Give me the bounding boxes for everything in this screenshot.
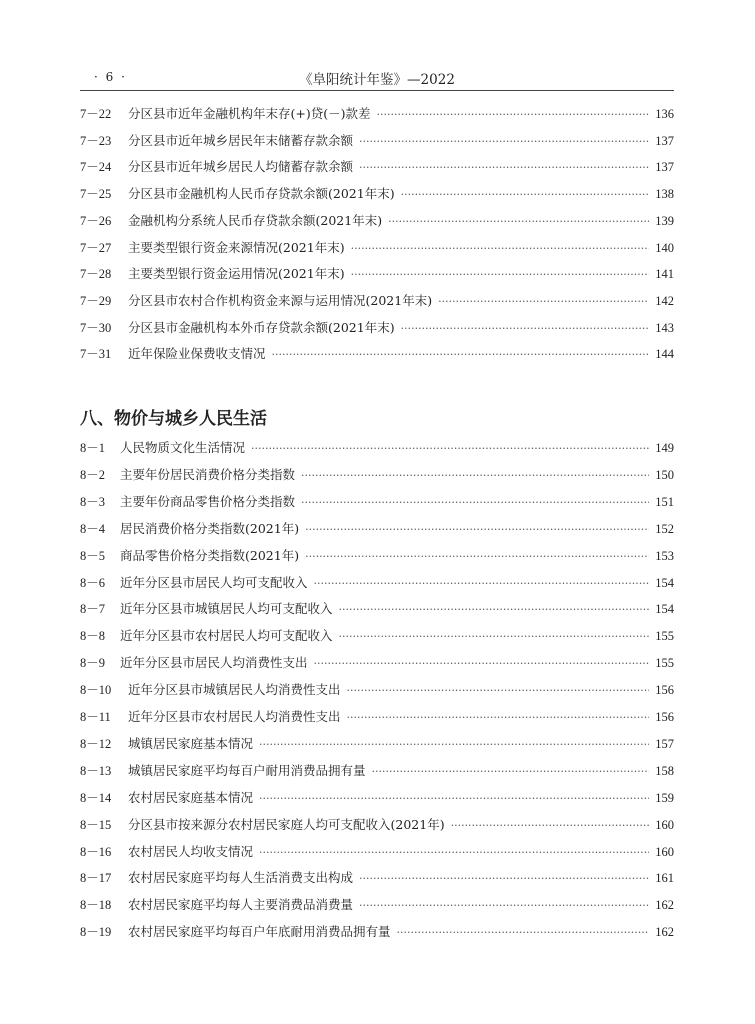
entry-number: 7－23 <box>80 133 112 148</box>
toc-entry[interactable] <box>80 519 674 539</box>
toc-entry[interactable] <box>80 104 674 124</box>
entry-number: 8－18 <box>80 898 112 913</box>
entry-page-number: 156 <box>655 683 674 698</box>
toc-entry[interactable] <box>80 761 674 781</box>
toc-entry[interactable] <box>80 211 674 231</box>
toc-entry[interactable] <box>80 573 674 593</box>
entry-title: 分区县市近年城乡居民年末储蓄存款余额 <box>128 132 354 148</box>
leader-dots <box>339 627 650 647</box>
toc-entry[interactable] <box>80 842 674 862</box>
entry-number: 7－22 <box>80 107 112 121</box>
entry-page-number: 160 <box>655 844 674 859</box>
entry-page-number: 161 <box>655 871 674 886</box>
entry-page-number: 155 <box>655 629 674 644</box>
entry-number: 8－2 <box>80 467 106 482</box>
entry-number: 8－13 <box>80 763 112 778</box>
leader-dots <box>351 239 650 259</box>
entry-title: 近年分区县市城镇居民人均消费性支出 <box>128 682 341 698</box>
entry-number: 7－28 <box>80 267 112 282</box>
entry-title: 主要类型银行资金运用情况(2021年末) <box>128 266 345 282</box>
toc-entry[interactable] <box>80 318 674 338</box>
leader-dots <box>359 158 649 178</box>
entry-page-number: 162 <box>655 898 674 913</box>
leader-dots <box>359 869 649 889</box>
entry-page-number: 143 <box>655 320 674 335</box>
entry-title: 人民物质文化生活情况 <box>120 440 246 455</box>
page-header <box>80 66 674 91</box>
leader-dots <box>259 789 649 809</box>
entry-number: 8－7 <box>80 602 106 617</box>
entry-page-number: 137 <box>655 133 674 148</box>
leader-dots <box>272 345 650 365</box>
entry-page-number: 139 <box>655 213 674 228</box>
entry-page-number: 151 <box>655 494 674 509</box>
entry-page-number: 162 <box>655 925 674 940</box>
entry-number: 8－1 <box>80 441 106 455</box>
toc-entry[interactable] <box>80 238 674 258</box>
leader-dots <box>301 493 649 513</box>
entry-title: 主要年份商品零售价格分类指数 <box>120 493 296 509</box>
entry-title: 城镇居民家庭平均每百户耐用消费品拥有量 <box>128 762 366 778</box>
entry-page-number: 144 <box>655 347 674 362</box>
leader-dots <box>301 466 649 486</box>
leader-dots <box>314 654 650 674</box>
toc-entry[interactable] <box>80 788 674 808</box>
leader-dots <box>259 735 649 755</box>
toc-entry[interactable] <box>80 895 674 915</box>
entry-number: 8－11 <box>80 710 111 724</box>
entry-title: 近年分区县市城镇居民人均可支配收入 <box>120 601 333 617</box>
leader-dots <box>351 265 650 285</box>
entry-number: 8－14 <box>80 790 112 805</box>
entry-title: 金融机构分系统人民币存贷款余额(2021年末) <box>128 212 383 228</box>
entry-page-number: 153 <box>655 548 674 563</box>
leader-dots <box>388 212 649 232</box>
entry-number: 7－24 <box>80 160 112 175</box>
entry-title: 分区县市农村合作机构资金来源与运用情况(2021年末) <box>128 292 433 308</box>
entry-number: 8－5 <box>80 548 106 563</box>
leader-dots <box>397 923 650 943</box>
entry-title: 近年分区县市农村居民人均消费性支出 <box>128 709 341 724</box>
entry-title: 近年分区县市居民人均消费性支出 <box>120 655 308 671</box>
section-heading: 八、物价与城乡人民生活 <box>80 409 267 429</box>
toc-entry[interactable] <box>80 438 674 458</box>
entry-title: 农村居民家庭平均每人主要消费品消费量 <box>128 897 354 913</box>
entry-title: 居民消费价格分类指数(2021年) <box>120 520 300 536</box>
entry-title: 农村居民人均收支情况 <box>128 843 254 859</box>
leader-dots <box>347 708 650 728</box>
toc-entry[interactable] <box>80 868 674 888</box>
toc-entry[interactable] <box>80 922 674 942</box>
leader-dots <box>401 319 650 339</box>
entry-number: 8－3 <box>80 494 106 509</box>
entry-page-number: 142 <box>655 293 674 308</box>
toc-entry[interactable] <box>80 184 674 204</box>
entry-title: 分区县市按来源分农村居民家庭人均可支配收入(2021年) <box>128 816 445 832</box>
entry-page-number: 159 <box>655 790 674 805</box>
leader-dots <box>305 547 649 567</box>
entry-number: 8－8 <box>80 629 106 644</box>
entry-page-number: 141 <box>655 267 674 282</box>
entry-page-number: 137 <box>655 160 674 175</box>
toc-entry[interactable] <box>80 546 674 566</box>
toc-entry[interactable] <box>80 815 674 835</box>
leader-dots <box>451 816 650 836</box>
entry-number: 7－25 <box>80 187 112 202</box>
leader-dots <box>438 292 649 312</box>
entry-title: 近年分区县市居民人均可支配收入 <box>120 574 308 590</box>
entry-number: 8－10 <box>80 683 112 698</box>
entry-title: 商品零售价格分类指数(2021年) <box>120 547 300 563</box>
entry-title: 近年分区县市农村居民人均可支配收入 <box>120 628 333 644</box>
entry-page-number: 152 <box>655 521 674 536</box>
leader-dots <box>372 762 650 782</box>
entry-title: 分区县市近年城乡居民人均储蓄存款余额 <box>128 159 354 175</box>
leader-dots <box>401 185 650 205</box>
leader-dots <box>347 681 650 701</box>
leader-dots <box>305 520 649 540</box>
entry-page-number: 160 <box>655 817 674 832</box>
book-title: 《阜阳统计年鉴》—2022 <box>299 72 455 88</box>
entry-title: 近年保险业保费收支情况 <box>128 346 266 362</box>
toc-entry[interactable] <box>80 465 674 485</box>
entry-number: 8－9 <box>80 656 106 671</box>
leader-dots <box>251 439 649 459</box>
entry-page-number: 157 <box>655 736 674 751</box>
entry-page-number: 149 <box>655 441 674 455</box>
entry-page-number: 150 <box>655 467 674 482</box>
entry-page-number: 154 <box>655 602 674 617</box>
toc-entry[interactable] <box>80 492 674 512</box>
entry-title: 农村居民家庭平均每人生活消费支出构成 <box>128 870 354 886</box>
entry-number: 7－27 <box>80 240 112 255</box>
toc-entry[interactable] <box>80 264 674 284</box>
entry-title: 城镇居民家庭基本情况 <box>128 735 254 751</box>
entry-page-number: 156 <box>655 710 674 724</box>
entry-page-number: 138 <box>655 187 674 202</box>
toc-entry[interactable] <box>80 653 674 673</box>
entry-title: 主要年份居民消费价格分类指数 <box>120 466 296 482</box>
entry-page-number: 155 <box>655 656 674 671</box>
toc-entry[interactable] <box>80 344 674 364</box>
leader-dots <box>314 574 650 594</box>
toc-entry[interactable] <box>80 707 674 727</box>
entry-page-number: 158 <box>655 763 674 778</box>
entry-number: 7－29 <box>80 293 112 308</box>
leader-dots <box>259 843 649 863</box>
entry-number: 8－17 <box>80 871 112 886</box>
entry-number: 8－6 <box>80 575 106 590</box>
toc-entry[interactable] <box>80 291 674 311</box>
entry-title: 分区县市金融机构人民币存贷款余额(2021年末) <box>128 186 395 202</box>
toc-entry[interactable] <box>80 599 674 619</box>
entry-number: 8－19 <box>80 925 112 940</box>
entry-number: 8－16 <box>80 844 112 859</box>
toc-entry[interactable] <box>80 157 674 177</box>
leader-dots <box>376 105 649 125</box>
toc-entry[interactable] <box>80 626 674 646</box>
entry-page-number: 154 <box>655 575 674 590</box>
entry-page-number: 136 <box>655 107 674 121</box>
entry-title: 主要类型银行资金来源情况(2021年末) <box>128 239 345 255</box>
entry-title: 农村居民家庭平均每百户年底耐用消费品拥有量 <box>128 924 391 940</box>
entry-page-number: 140 <box>655 240 674 255</box>
toc-entry[interactable] <box>80 734 674 754</box>
entry-number: 7－30 <box>80 320 112 335</box>
entry-number: 8－12 <box>80 736 112 751</box>
toc-entry[interactable] <box>80 680 674 700</box>
entry-number: 7－26 <box>80 213 112 228</box>
leader-dots <box>359 132 649 152</box>
leader-dots <box>339 600 650 620</box>
entry-number: 8－15 <box>80 817 112 832</box>
entry-title: 分区县市金融机构本外币存贷款余额(2021年末) <box>128 319 395 335</box>
entry-number: 8－4 <box>80 521 106 536</box>
leader-dots <box>359 896 649 916</box>
toc-entry[interactable] <box>80 131 674 151</box>
entry-number: 7－31 <box>80 347 112 362</box>
entry-title: 分区县市近年金融机构年末存(+)贷(－)款差 <box>128 106 371 121</box>
page-number: · 6 · <box>94 70 127 84</box>
entry-title: 农村居民家庭基本情况 <box>128 789 254 805</box>
